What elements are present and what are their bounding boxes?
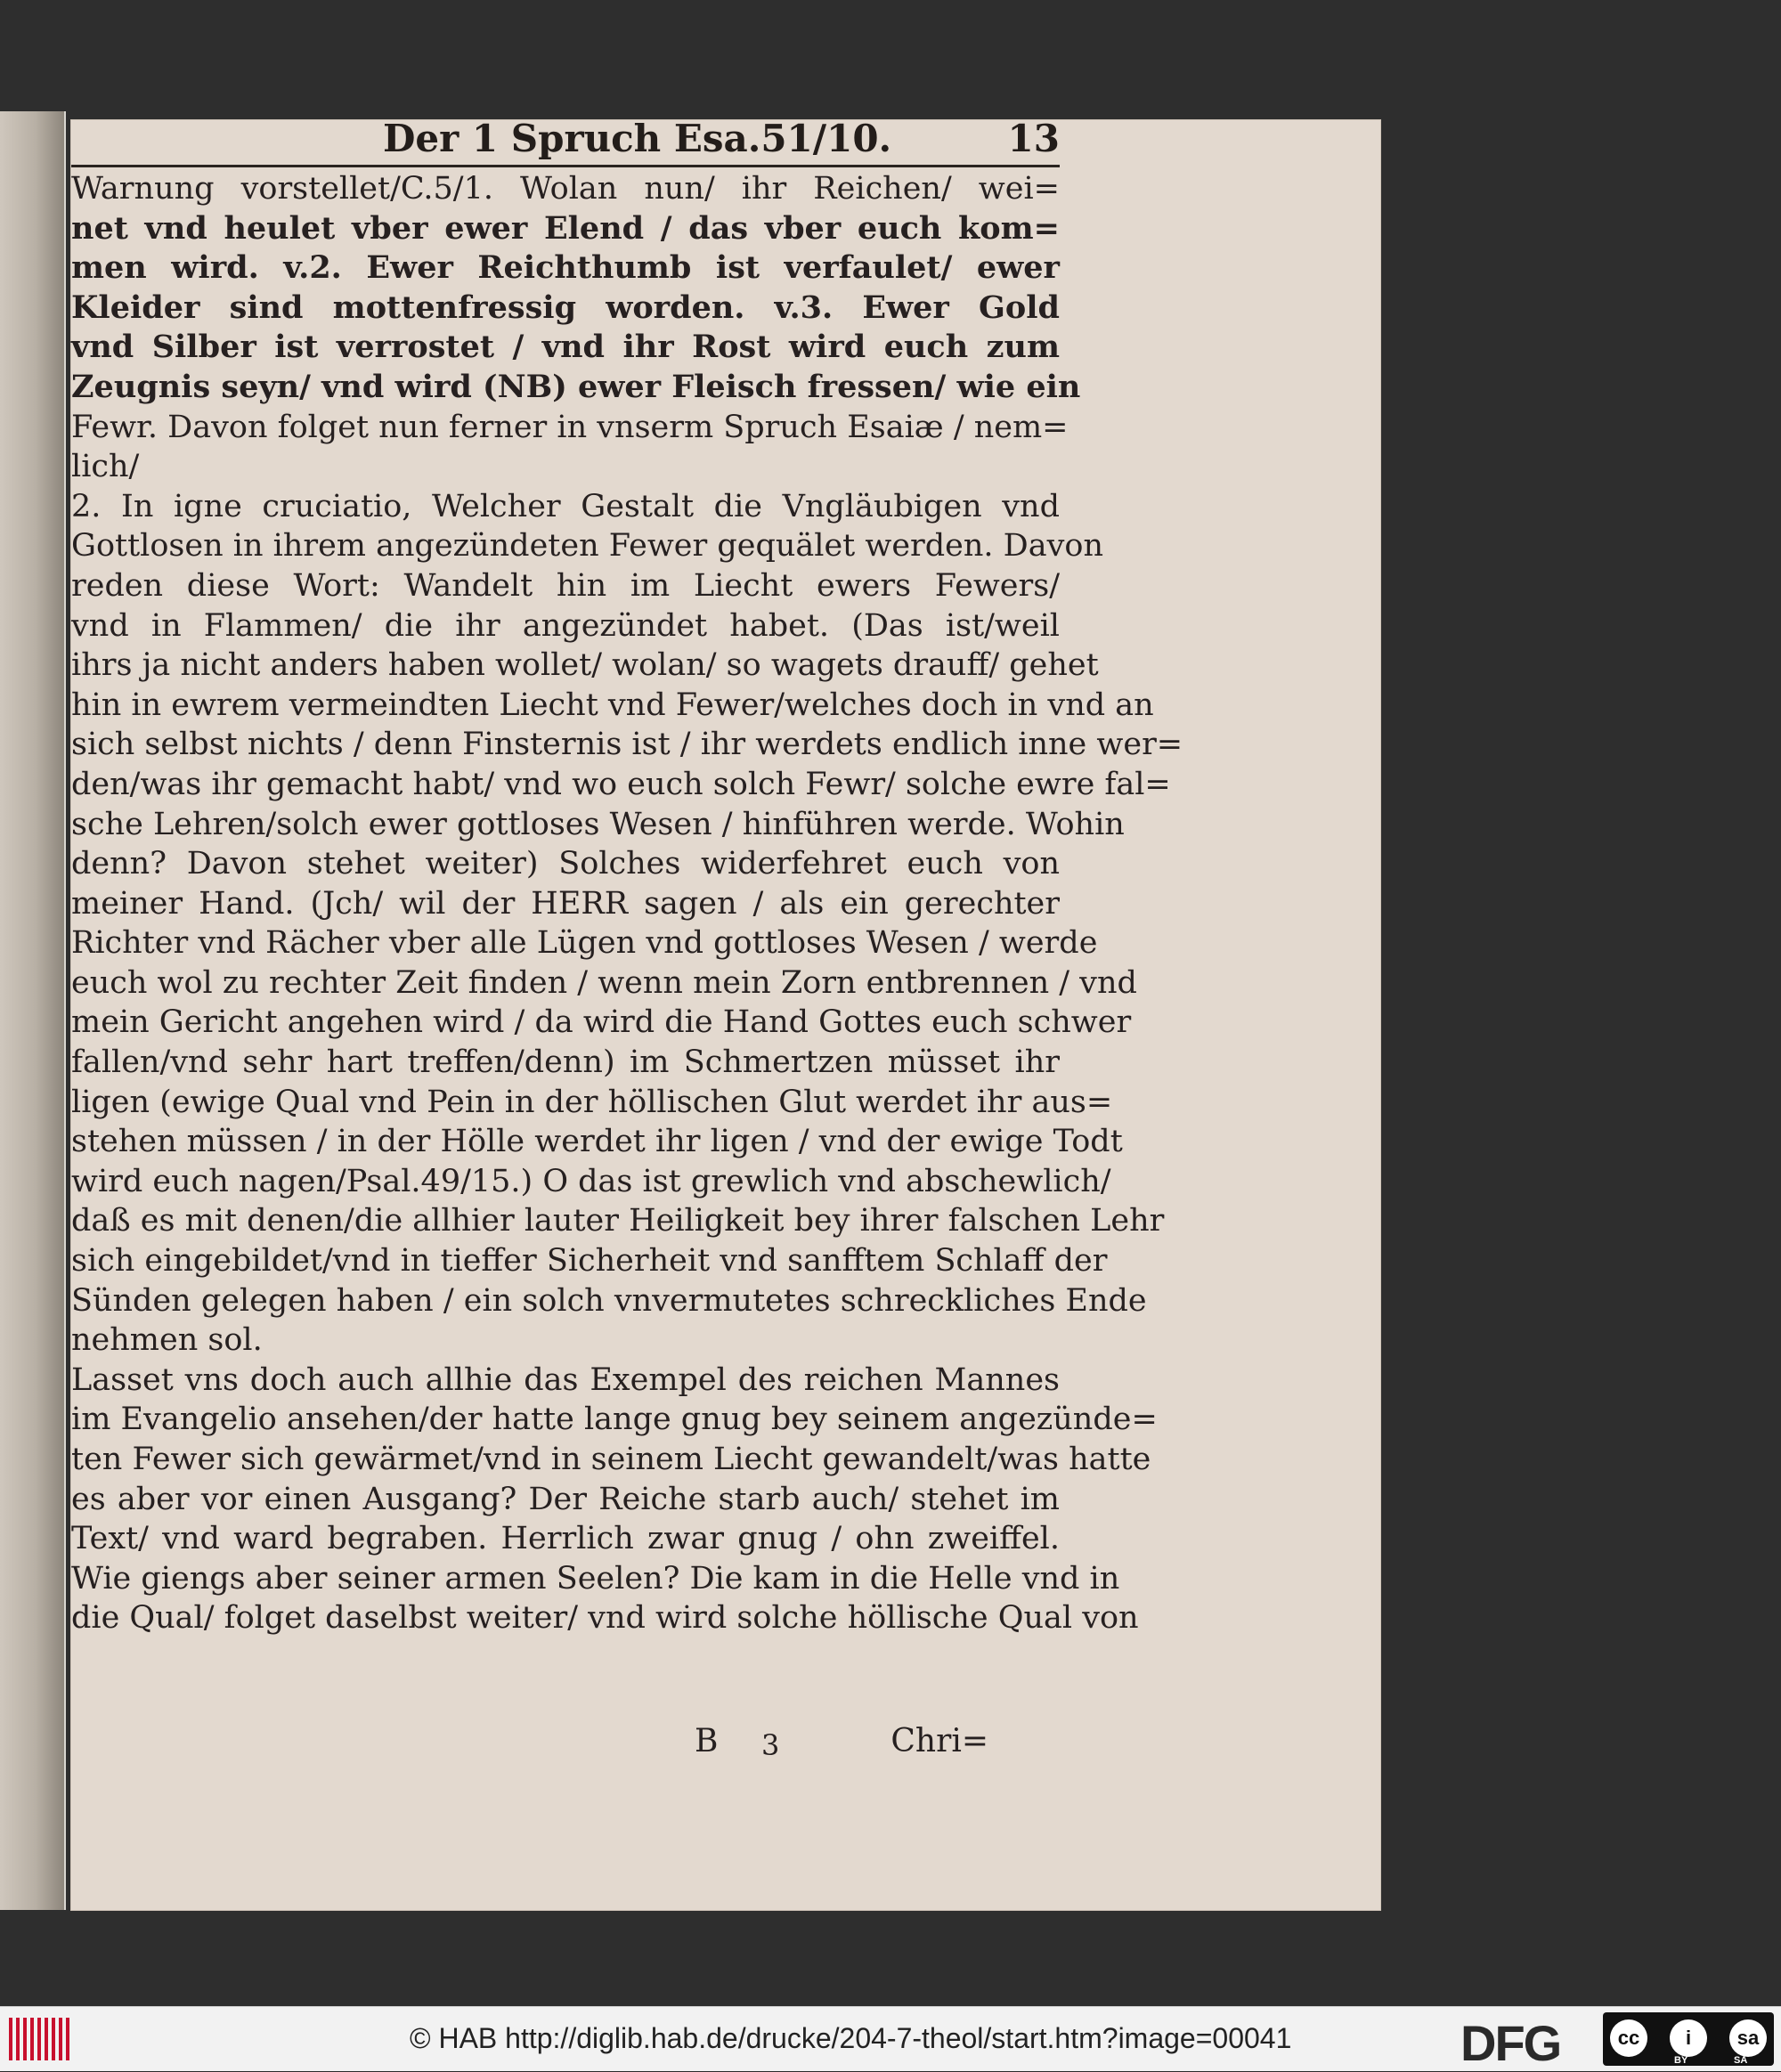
running-header bbox=[71, 111, 1060, 167]
cc-icon: cc bbox=[1610, 2019, 1647, 2057]
text-line: Gottlosen in ihrem angezündeten Fewer gequälet werden. Davon bbox=[71, 528, 1103, 565]
text-line: Wie giengs aber seiner armen Seelen? Die kam in die Helle vnd in bbox=[71, 1560, 1120, 1597]
text-line: reden diese Wort: Wandelt hin im Liecht ewers Fewers/ bbox=[71, 567, 1060, 604]
text-line: net vnd heulet vber ewer Elend / das vber euch kom= bbox=[71, 209, 1060, 247]
text-line: vnd Silber ist verrostet / vnd ihr Rost wird euch zum bbox=[71, 329, 1060, 366]
text-line: daß es mit denen/die allhier lauter Heiligkeit bey ihrer falschen Lehr bbox=[71, 1203, 1165, 1239]
by-icon: i bbox=[1670, 2019, 1707, 2057]
text-line: mein Gericht angehen wird / da wird die Hand Gottes euch schwer bbox=[71, 1004, 1132, 1041]
sa-label: SA bbox=[1734, 2055, 1748, 2066]
text-line: hin in ewrem vermeindten Liecht vnd Fewer/welches doch in vnd an bbox=[71, 687, 1154, 723]
by-label: BY bbox=[1674, 2055, 1688, 2066]
text-line: sche Lehren/solch ewer gottloses Wesen / hinführen werde. Wohin bbox=[71, 806, 1125, 842]
text-line: lich/ bbox=[71, 449, 140, 485]
sa-icon: sa bbox=[1729, 2019, 1767, 2057]
text-line: ligen (ewige Qual vnd Pein in der höllischen Glut werdet ihr aus= bbox=[71, 1084, 1113, 1120]
signature-letter: B bbox=[695, 1723, 719, 1759]
text-line: Text/ vnd ward begraben. Herrlich zwar gnug / ohn zweiffel. bbox=[71, 1521, 1060, 1557]
text-line: meiner Hand. (Jch/ wil der HERR sagen / als ein gerechter bbox=[71, 885, 1060, 922]
text-line: Warnung vorstellet/C.5/1. Wolan nun/ ihr Reichen/ wei= bbox=[71, 171, 1060, 207]
text-line: men wird. v.2. Ewer Reichthumb ist verfaulet/ ewer bbox=[71, 249, 1060, 287]
credit-link[interactable]: © HAB http://diglib.hab.de/drucke/204-7-theol/start.htm?image=00041 bbox=[410, 2022, 1292, 2054]
viewer-footer bbox=[0, 2006, 1781, 2071]
text-line: Lasset vns doch auch allhie das Exempel des reichen Mannes bbox=[71, 1361, 1060, 1398]
text-line: ten Fewer sich gewärmet/vnd in seinem Liecht gewandelt/was hatte bbox=[71, 1442, 1151, 1477]
body-text bbox=[71, 169, 1183, 1638]
signature-number: 3 bbox=[761, 1728, 780, 1762]
text-line: Fewr. Davon folget nun ferner in vnserm Spruch Esaiæ / nem= bbox=[71, 409, 1069, 445]
catchword: Chri= bbox=[890, 1723, 988, 1759]
text-line: Zeugnis seyn/ vnd wird (NB) ewer Fleisch fressen/ wie ein bbox=[71, 368, 1081, 405]
text-line: euch wol zu rechter Zeit finden / wenn mein Zorn entbrennen / vnd bbox=[71, 964, 1137, 1001]
text-line: 2. In igne cruciatio, Welcher Gestalt die Vngläubigen vnd bbox=[71, 488, 1060, 524]
text-line: Kleider sind mottenfressig worden. v.3. Ewer Gold bbox=[71, 288, 1060, 326]
text-line: Richter vnd Rächer vber alle Lügen vnd gottloses Wesen / werde bbox=[71, 925, 1098, 962]
signature-line bbox=[695, 1723, 988, 1767]
text-line: die Qual/ folget daselbst weiter/ vnd wird solche höllische Qual von bbox=[71, 1600, 1139, 1637]
text-line: den/was ihr gemacht habt/ vnd wo euch solch Fewr/ solche ewre fal= bbox=[71, 766, 1171, 802]
text-line: fallen/vnd sehr hart treffen/denn) im Schmertzen müsset ihr bbox=[71, 1044, 1060, 1081]
barcode-icon bbox=[9, 2018, 73, 2060]
previous-page-edge bbox=[0, 111, 66, 1910]
text-line: denn? Davon stehet weiter) Solches widerfehret euch von bbox=[71, 846, 1060, 882]
text-line: Sünden gelegen haben / ein solch vnvermutetes schreckliches Ende bbox=[71, 1282, 1147, 1319]
cc-license-badge[interactable] bbox=[1603, 2012, 1774, 2066]
text-line: im Evangelio ansehen/der hatte lange gnug bey seinem angezünde= bbox=[71, 1402, 1158, 1438]
text-line: vnd in Flammen/ die ihr angezündet habet. (Das ist/weil bbox=[71, 607, 1060, 644]
page-number: 13 bbox=[1007, 117, 1060, 160]
text-line: nehmen sol. bbox=[71, 1322, 263, 1359]
running-title: Der 1 Spruch Esa.51/10. bbox=[383, 117, 892, 160]
text-line: sich eingebildet/vnd in tieffer Sicherheit vnd sanfftem Schlaff der bbox=[71, 1243, 1108, 1280]
text-line: stehen müssen / in der Hölle werdet ihr ligen / vnd der ewige Todt bbox=[71, 1124, 1123, 1160]
text-line: wird euch nagen/Psal.49/15.) O das ist grewlich vnd abschewlich/ bbox=[71, 1163, 1111, 1199]
text-line: es aber vor einen Ausgang? Der Reiche starb auch/ stehet im bbox=[71, 1481, 1060, 1517]
dfg-logo: DFG bbox=[1460, 2015, 1561, 2071]
text-line: sich selbst nichts / denn Finsternis ist / ihr werdets endlich inne wer= bbox=[71, 727, 1183, 763]
text-line: ihrs ja nicht anders haben wollet/ wolan/ so wagets drauff/ gehet bbox=[71, 647, 1099, 684]
